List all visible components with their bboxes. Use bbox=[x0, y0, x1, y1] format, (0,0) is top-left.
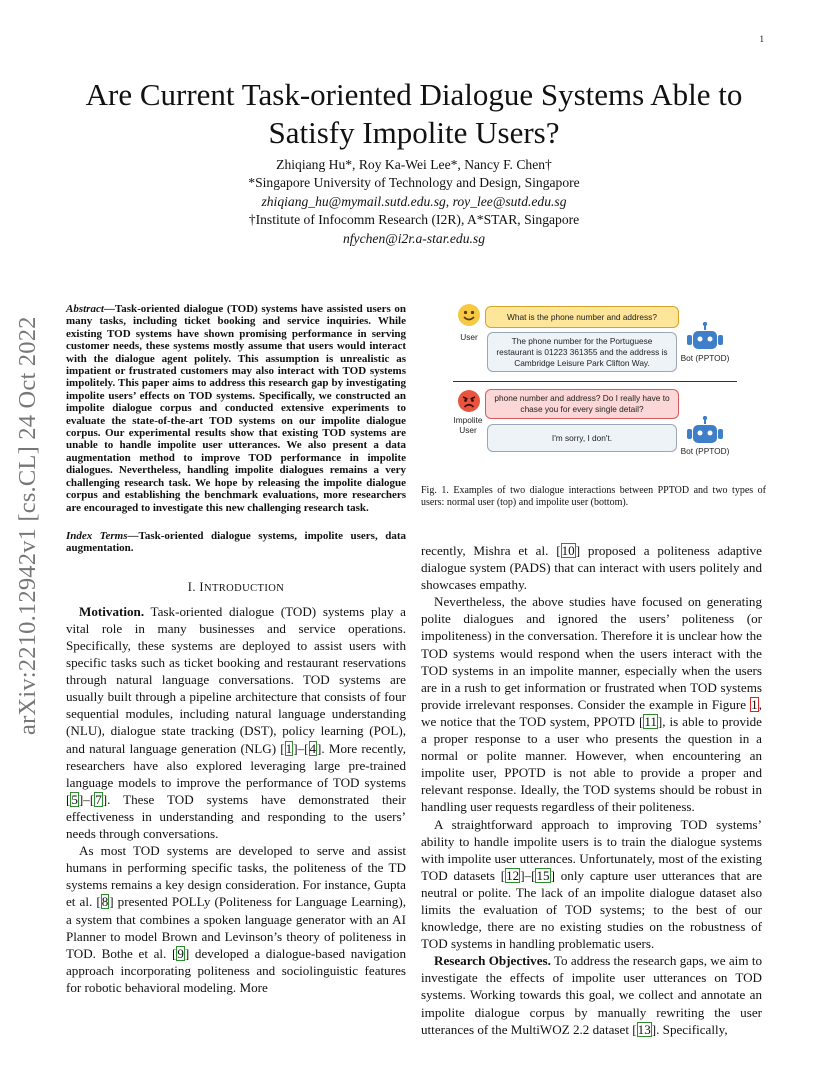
abstract-text: —Task-oriented dialogue (TOD) systems have assisted users on many tasks, including ticket booking and service inquiries. While existing TOD systems have shown promising performance in serving customer needs, these systems mostly assume that users would interact with the dialogue agent politely. This assumption is unrealistic as impatient or frustrated customers may also interact with TOD systems impolitely. This paper aims to address this research gap by investigating impolite users’ effects on TOD systems. Specifically, we constructed an impolite dialogue corpus and conducted extensive experiments to evaluate the state-of-the-art TOD systems on our impolite dialogue corpus. Our experimental results show that existing TOD systems are unable to handle impolite user utterances. We also present a data augmentation method to improve TOD performance in impolite dialogues. Nevertheless, handling impolite dialogues remains a very challenging research task. We hope by releasing the impolite dialogue corpus and establishing the benchmark evaluations, more researchers are encouraged to investigate this new challenging research task. bbox=[66, 303, 406, 514]
citation-link[interactable]: 5 bbox=[71, 791, 78, 807]
index-terms-label: Index Terms bbox=[66, 529, 128, 542]
text-span: , is able to provide a proper response to a user who presents the question in a normal or polite manner. However, when encountering an impolite user, PPOTD is not able to provide a proper and relevant response. Ideally, the TOD systems should be robust in handling user requests regardless of their politeness. bbox=[421, 713, 762, 815]
right-paragraph-1: recently, Mishra et al. [10] proposed a politeness adaptive dialogue system (PADS) that can interact with users politely and showcases empathy. bbox=[421, 543, 762, 593]
citation-link[interactable]: 1 bbox=[285, 740, 293, 756]
citation-link[interactable]: 7 bbox=[95, 791, 102, 807]
bot-label-1: Bot (PPTOD) bbox=[680, 353, 730, 363]
smiley-face-icon bbox=[458, 304, 480, 326]
citation-link[interactable]: 10 bbox=[561, 543, 575, 558]
right-paragraph-3: A straightforward approach to improving TOD systems’ ability to handle impolite users is to train the dialogue systems with impolite user utterances. Unfortunately, most of the existing TOD datasets [12]–[15] only capture user utterances that are neutral or polite. The lack of an impolite dialogue dataset also limits the evaluation of TOD systems; to the best of our knowledge, there are no existing studies on the robustness of TOD systems in handling problematic users. bbox=[421, 816, 763, 952]
page-number: 1 bbox=[759, 34, 764, 44]
text-span: – bbox=[297, 740, 305, 756]
right-column bbox=[421, 542, 762, 1038]
abstract bbox=[66, 303, 406, 514]
affiliation-1: *Singapore University of Technology and Design, Singapore bbox=[248, 175, 580, 191]
user-bubble-polite: What is the phone number and address? bbox=[485, 306, 679, 328]
figure-1 bbox=[421, 296, 762, 466]
abstract-label: Abstract bbox=[66, 303, 104, 315]
text-span: As most TOD systems are developed to serve and assist humans in performing specific tasks, the politeness of the TD systems remains a key design consideration. For instance, Gupta et al. bbox=[66, 843, 406, 910]
arxiv-stamp: arXiv:2210.12942v1 [cs.CL] 24 Oct 2022 bbox=[14, 316, 41, 735]
angry-face-icon bbox=[458, 390, 480, 412]
index-terms-text: —Task-oriented dialogue systems, impolite users, data augmentation. bbox=[66, 529, 406, 555]
user-label: User bbox=[460, 332, 478, 342]
figure-divider bbox=[453, 381, 737, 382]
email-2: nfychen@i2r.a-star.edu.sg bbox=[342, 230, 485, 246]
motivation-label: Motivation. bbox=[79, 603, 145, 619]
text-span: . More recently, researchers have also explored leveraging large pre-trained language models to improve the performance of TOD systems bbox=[66, 740, 406, 790]
section-rest: NTRODUCTION bbox=[203, 582, 285, 594]
user-bubble-impolite: phone number and address? Do I really have to chase you for every single detail? bbox=[485, 389, 679, 419]
left-column bbox=[66, 303, 406, 996]
robot-icon bbox=[685, 416, 725, 446]
author-names: Zhiqiang Hu*, Roy Ka-Wei Lee*, Nancy F. Chen† bbox=[276, 157, 552, 172]
index-terms bbox=[66, 530, 406, 555]
affiliation-2: †Institute of Infocomm Research (I2R), A*STAR, Singapore bbox=[248, 212, 580, 228]
robot-icon bbox=[685, 322, 725, 352]
text-span: Nevertheless, the above studies have focused on generating polite dialogues and ignored the users’ politeness (or impoliteness) in the conversation. Therefore it is unclear how the TOD systems would respond when the users interact with the TOD systems in an impolite manner, especially when the users are in a rush to get information or frustrated when TOD systems provide irrelevant responses. Consider the example in Figure bbox=[421, 594, 762, 712]
bot-bubble-2: I'm sorry, I don't. bbox=[487, 424, 677, 452]
section-first-letter: I bbox=[199, 579, 204, 594]
text-span: Task-oriented dialogue (TOD) systems play a vital role in many businesses and service operations. Specifically, these systems are deployed to assist users with specific tasks such as ticket booking and restaurant reservations through natural language conversations. TOD systems are usually built through a pipeline architecture that consists of four sequential modules, including natural language understanding (NLU), dialogue state tracking (DST), policy learning (POL), and natural language generation (NLG) bbox=[66, 603, 406, 756]
text-span: To address the research gaps, we aim to investigate the effects of impolite user utterances on TOD systems. Working towards this goal, we collect and annotate an impolite dialogue corpus by manually rewriting the user utterances of the MultiWOZ 2.2 dataset bbox=[421, 953, 762, 1037]
right-paragraph-4: Research Objectives. To address the research gaps, we aim to investigate the effects of impolite user utterances on TOD systems. Working towards this goal, we collect and annotate an impolite dialogue corpus by manually rewriting the user utterances of the MultiWOZ 2.2 dataset [13]. Specifically, bbox=[421, 953, 762, 1037]
right-paragraph-2: Nevertheless, the above studies have focused on generating polite dialogues and ignored the users’ politeness (or impoliteness) in the conversation. Therefore it is unclear how the TOD systems would respond when the users interact with the TOD systems in an impolite manner, especially when the users are in a rush to get information or frustrated when TOD systems provide irrelevant responses. Consider the example in Figure 1, we notice that the TOD system, PPOTD [11], is able to provide a proper response to a user who presents the question in a normal or polite manner. However, when encountering an impolite user, PPOTD is not able to provide a proper and relevant response. Ideally, the TOD systems should be robust in handling user requests regardless of their politeness. bbox=[421, 594, 762, 815]
text-span: , we notice that the TOD system, PPOTD bbox=[421, 696, 762, 729]
text-span: developed a dialogue-based navigation approach incorporating politeness and sociolinguistic features for robotic behavioral modeling. More bbox=[66, 945, 406, 995]
section-heading bbox=[66, 579, 406, 597]
figure-caption: Fig. 1. Examples of two dialogue interactions between PPTOD and two types of users: normal user (top) and impolite user (bottom). bbox=[421, 485, 766, 509]
citation-link[interactable]: 8 bbox=[101, 894, 109, 910]
section-number: I. bbox=[187, 579, 196, 594]
intro-paragraph-2: As most TOD systems are developed to serve and assist humans in performing specific tasks, the politeness of the TD systems remains a key design consideration. For instance, Gupta et al. [8] presented POLLy (Politeness for Language Learning), a system that combines a spoken language generator with an AI Planner to model Brown and Levinson’s theory of politeness in TOD. Bothe et al. [9] developed a dialogue-based navigation approach incorporating politeness and sociolinguistic features for robotic behavioral modeling. More bbox=[66, 843, 406, 995]
research-objectives-label: Research Objectives. bbox=[434, 953, 551, 969]
text-span: – bbox=[83, 791, 90, 807]
intro-paragraph-1: Motivation. Task-oriented dialogue (TOD) systems play a vital role in many businesses and service operations. Specifically, these systems are deployed to assist users with specific tasks such as ticket booking and restaurant reservations through natural language conversations. TOD systems are usually built through a pipeline architecture that consists of four sequential modules, including natural language understanding (NLU), dialogue state tracking (DST), policy learning (POL), and natural language generation (NLG) [1]–[4]. More recently, researchers have also explored leveraging large pre-trained language models to improve the performance of TOD systems [5]–[7]. These TOD systems have demonstrated their effectiveness in understanding and responding to the users’ needs through conversations. bbox=[66, 603, 406, 842]
paper-title: Are Current Task-oriented Dialogue Systems Able to Satisfy Impolite Users? bbox=[85, 77, 743, 150]
citation-link[interactable]: 12 bbox=[506, 867, 520, 883]
text-span: . Specifically, bbox=[656, 1021, 728, 1037]
text-span: . These TOD systems have demonstrated their effectiveness in understanding and responding to the users’ needs through conversations. bbox=[66, 791, 406, 842]
impolite-user-label: Impolite User bbox=[453, 415, 483, 435]
text-span: – bbox=[524, 867, 532, 883]
citation-link[interactable]: 9 bbox=[177, 945, 184, 961]
citation-link[interactable]: 4 bbox=[309, 740, 317, 756]
citation-link[interactable]: 11 bbox=[644, 713, 657, 729]
email-1: zhiqiang_hu@mymail.sutd.edu.sg, roy_lee@sutd.edu.sg bbox=[261, 193, 567, 209]
text-span: recently, Mishra et al. bbox=[421, 543, 557, 558]
text-span: presented POLLy (Politeness for Language Learning), a system that combines a spoken language generator with an AI Planner to model Brown and Levinson’s theory of politeness in TOD. Bothe et al. bbox=[66, 894, 406, 961]
author-block bbox=[60, 156, 768, 248]
text-span: proposed a politeness adaptive dialogue system (PADS) that can interact with users politely and showcases empathy. bbox=[421, 543, 762, 593]
bot-bubble-1: The phone number for the Portuguese restaurant is 01223 361355 and the address is Cambridge Leisure Park Clifton Way. bbox=[487, 332, 677, 372]
text-span: only capture user utterances that are neutral or polite. The lack of an impolite dialogue dataset also limits the evaluation of TOD systems; to the best of our knowledge, there are no existing studies on the robustness of TOD systems in handling problematic users. bbox=[421, 867, 763, 952]
bot-label-2: Bot (PPTOD) bbox=[680, 446, 730, 456]
citation-link[interactable]: 15 bbox=[536, 867, 550, 883]
figure-ref-link[interactable]: 1 bbox=[751, 696, 758, 712]
citation-link[interactable]: 13 bbox=[637, 1021, 651, 1037]
text-span: A straightforward approach to improving TOD systems’ ability to handle impolite users is to train the dialogue systems with impolite user utterances. Unfortunately, most of the existing TOD datasets bbox=[421, 816, 762, 883]
